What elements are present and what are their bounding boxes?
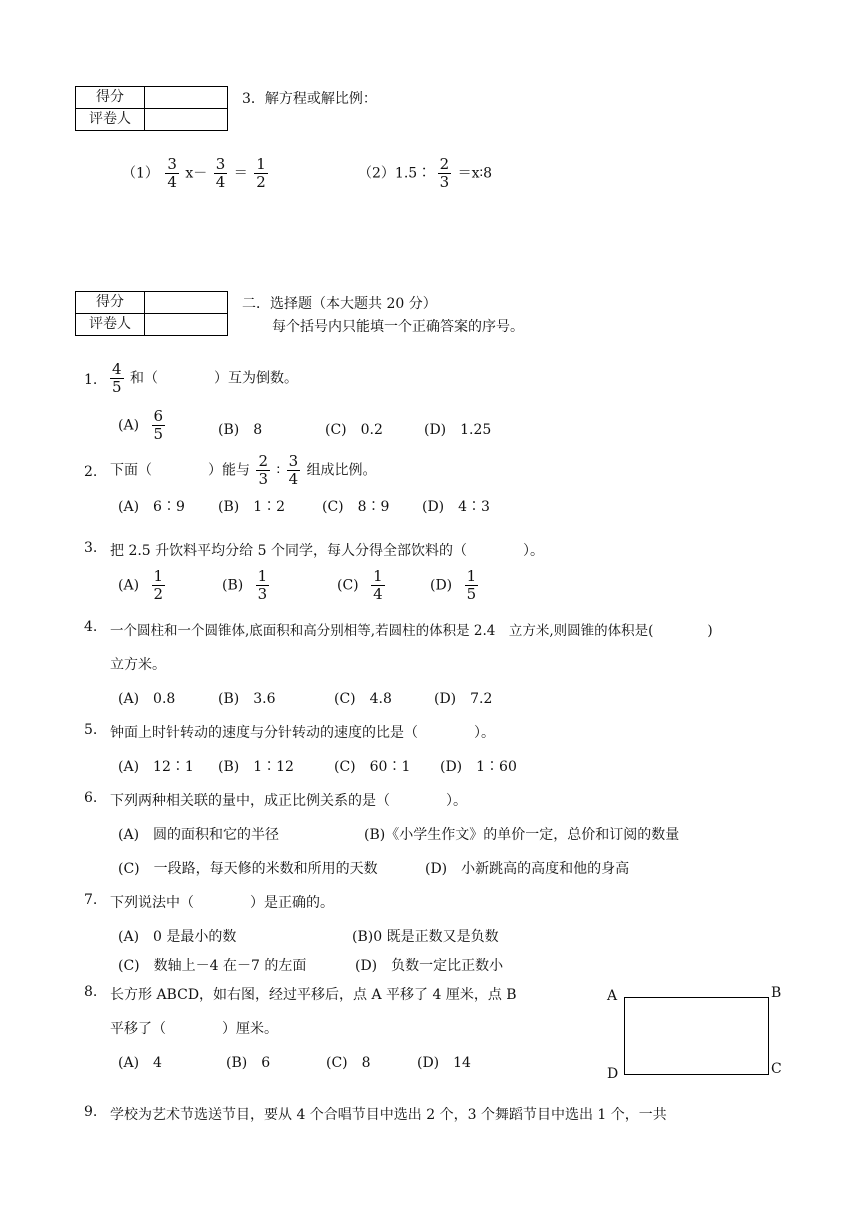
q4-option-b[interactable]: (B) 3.6 — [218, 691, 276, 707]
q7-number: 7. — [84, 892, 98, 908]
q4-option-a[interactable]: (A) 0.8 — [118, 691, 176, 707]
section2-title: 二．选择题（本大题共 20 分） — [242, 296, 437, 312]
q7-option-b[interactable]: (B)0 既是正数又是负数 — [352, 929, 499, 945]
grader-cell[interactable] — [145, 314, 228, 336]
q6-option-d[interactable]: (D) 小新跳高的高度和他的身高 — [425, 861, 630, 877]
q1-option-b[interactable]: (B) 8 — [218, 422, 263, 438]
grader-label: 评卷人 — [76, 314, 145, 336]
q3-text: 把 2.5 升饮料平均分给 5 个同学，每人分得全部饮料的（ ）。 — [110, 543, 544, 559]
rectangle-abcd-figure — [624, 997, 769, 1075]
equation-1 — [122, 156, 270, 191]
score-table-1 — [75, 86, 228, 131]
q1-option-a-fraction: $\frac{6}{5}$ — [153, 407, 164, 443]
q5-option-b[interactable]: (B) 1∶12 — [218, 759, 294, 775]
eq1-x-minus: x－ — [185, 165, 208, 182]
q2-number: 2. — [84, 464, 98, 480]
q6-option-c[interactable]: (C) 一段路，每天修的米数和所用的天数 — [118, 861, 378, 877]
q6-number: 6. — [84, 790, 98, 806]
q6-option-b[interactable]: (B)《小学生作文》的单价一定，总价和订阅的数量 — [364, 827, 680, 843]
q4-option-c[interactable]: (C) 4.8 — [334, 691, 392, 707]
q1-option-d[interactable]: (D) 1.25 — [424, 422, 492, 438]
q2-option-a[interactable]: (A) 6∶9 — [118, 499, 185, 515]
q7-option-d[interactable]: (D) 负数一定比正数小 — [355, 958, 504, 974]
equation-2 — [358, 156, 492, 191]
q5-text: 钟面上时针转动的速度与分针转动的速度的比是（ ）。 — [110, 725, 495, 741]
grader-cell[interactable] — [145, 109, 228, 131]
q3-option-a[interactable]: (A) $\frac{1}{2}$ — [118, 567, 164, 603]
score-label: 得分 — [76, 87, 145, 109]
q2-option-d[interactable]: (D) 4∶3 — [422, 499, 490, 515]
q6-option-a[interactable]: (A) 圆的面积和它的半径 — [118, 827, 280, 843]
q2-text: 下面（ ）能与 $\frac{2}{3}$ ∶ $\frac{3}{4}$ 组成比例。 — [110, 452, 377, 488]
q1-body: 和（ ）互为倒数。 — [130, 370, 298, 387]
q1-option-a[interactable]: (A) $\frac{6}{5}$ — [118, 407, 164, 443]
q3-number: 3. — [84, 540, 98, 556]
q5-number: 5. — [84, 722, 98, 738]
eq2-prefix: （2）1.5∶ — [358, 165, 432, 182]
q7-option-c[interactable]: (C) 数轴上－4 在－7 的左面 — [118, 958, 307, 974]
eq1-fraction-2: $\frac{3}{4}$ — [215, 155, 226, 191]
q1-text — [108, 361, 298, 396]
q3-option-c[interactable]: (C) $\frac{1}{4}$ — [337, 567, 383, 603]
vertex-label-c: C — [771, 1061, 782, 1077]
eq1-fraction-3: $\frac{1}{2}$ — [256, 155, 266, 191]
q2-fraction-1: $\frac{2}{3}$ — [258, 452, 268, 488]
q2-option-b[interactable]: (B) 1∶2 — [218, 499, 286, 515]
q7-text: 下列说法中（ ）是正确的。 — [110, 895, 334, 911]
q8-text: 长方形 ABCD，如右图，经过平移后，点 A 平移了 4 厘米，点 B — [110, 987, 517, 1003]
q8-text-line2: 平移了（ ）厘米。 — [110, 1021, 278, 1037]
q1-number: 1. — [84, 372, 98, 388]
vertex-label-b: B — [771, 985, 782, 1001]
q6-text: 下列两种相关联的量中，成正比例关系的是（ ）。 — [110, 793, 467, 809]
q2-fraction-2: $\frac{3}{4}$ — [288, 452, 299, 488]
q8-option-c[interactable]: (C) 8 — [326, 1055, 371, 1071]
q9-text: 学校为艺术节选送节目，要从 4 个合唱节目中选出 2 个，3 个舞蹈节目中选出 1 个，一共 — [110, 1107, 667, 1123]
score-cell[interactable] — [145, 292, 228, 314]
eq2-fraction: $\frac{2}{3}$ — [439, 155, 450, 191]
q8-option-b[interactable]: (B) 6 — [226, 1055, 271, 1071]
q5-option-c[interactable]: (C) 60∶1 — [334, 759, 411, 775]
score-table-2 — [75, 291, 228, 336]
q5-option-a[interactable]: (A) 12∶1 — [118, 759, 194, 775]
eq1-prefix: （1） — [122, 165, 159, 182]
q7-option-a[interactable]: (A) 0 是最小的数 — [118, 929, 237, 945]
q3-option-d[interactable]: (D) $\frac{1}{5}$ — [430, 567, 477, 603]
q4-number: 4. — [84, 619, 98, 635]
q9-number: 9. — [84, 1104, 98, 1120]
q4-option-d[interactable]: (D) 7.2 — [434, 691, 493, 707]
score-cell[interactable] — [145, 87, 228, 109]
eq1-fraction-1: $\frac{3}{4}$ — [167, 155, 177, 191]
vertex-label-a: A — [607, 988, 618, 1004]
grader-label: 评卷人 — [76, 109, 145, 131]
section3-title: 3．解方程或解比例： — [242, 91, 377, 107]
q8-option-a[interactable]: (A) 4 — [118, 1055, 162, 1071]
eq2-rest: ＝x∶8 — [457, 165, 493, 182]
score-label: 得分 — [76, 292, 145, 314]
vertex-label-d: D — [607, 1066, 619, 1082]
section2-subtitle: 每个括号内只能填一个正确答案的序号。 — [272, 319, 524, 335]
q4-text: 一个圆柱和一个圆锥体,底面积和高分别相等,若圆柱的体积是 2.4 立方米,则圆锥的体积是( ) — [110, 623, 713, 639]
q8-option-d[interactable]: (D) 14 — [417, 1055, 471, 1071]
q2-option-c[interactable]: (C) 8∶9 — [322, 499, 390, 515]
q8-number: 8. — [84, 984, 98, 1000]
q1-fraction: $\frac{4}{5}$ — [112, 360, 122, 396]
q3-option-b[interactable]: (B) $\frac{1}{3}$ — [222, 567, 268, 603]
q4-text-line2: 立方米。 — [110, 657, 166, 673]
q5-option-d[interactable]: (D) 1∶60 — [440, 759, 517, 775]
eq1-equals: ＝ — [233, 165, 248, 182]
q1-option-c[interactable]: (C) 0.2 — [325, 422, 383, 438]
